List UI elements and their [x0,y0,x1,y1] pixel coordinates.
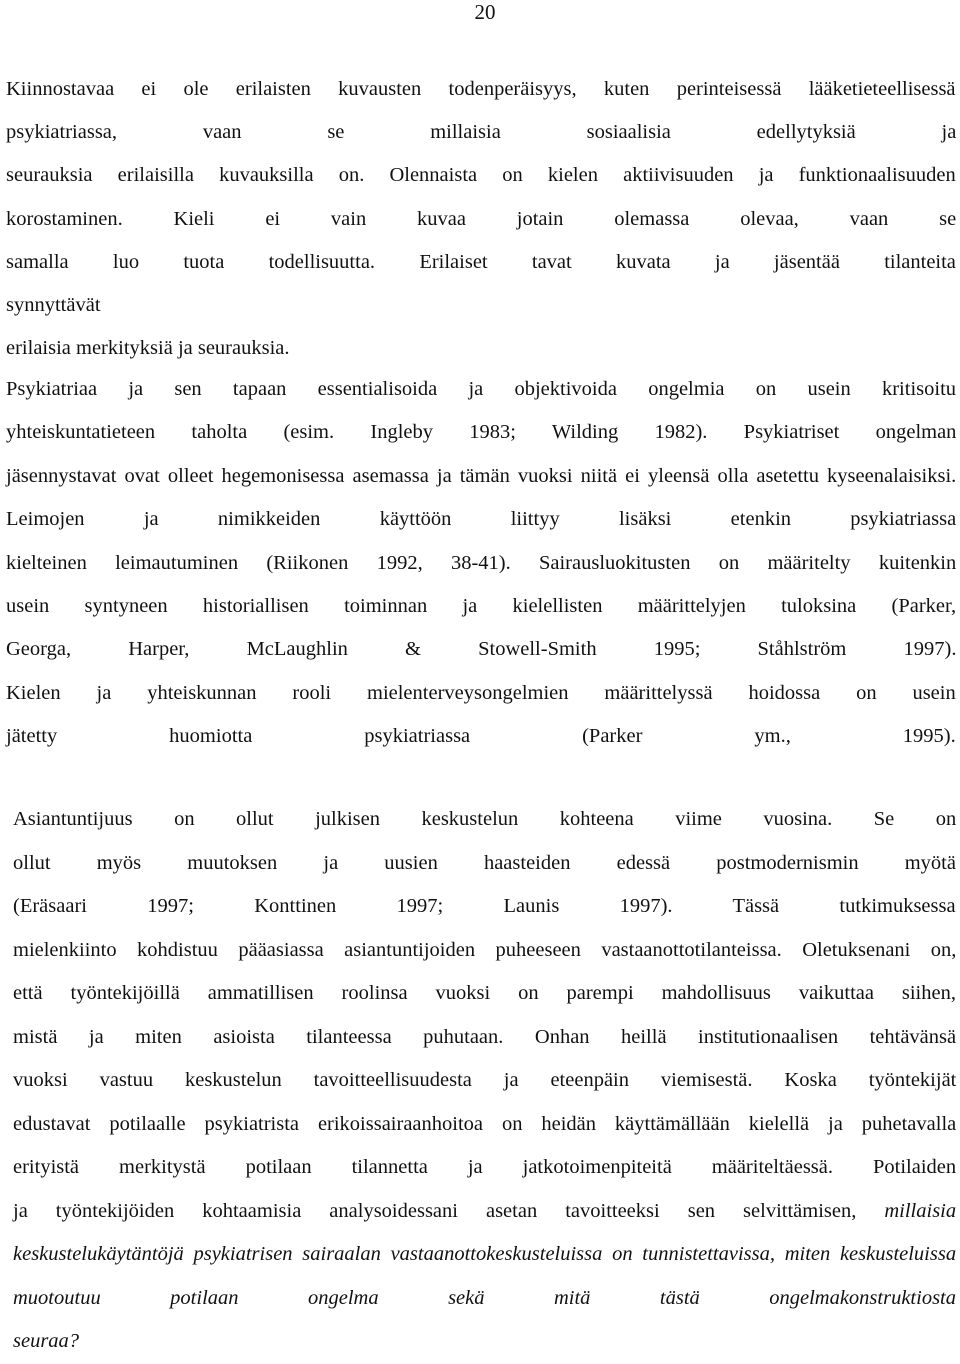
paragraph-3 [13,798,956,1364]
text-line: samalla luo tuota todellisuutta. Erilaiset tavat kuvata ja jäsentää tilanteita [6,250,956,273]
text-line: Kiinnostavaa ei ole erilaisten kuvausten todenperäisyys, kuten perinteisessä lääketieteellisessä [6,78,956,100]
text-line: keskustelukäytäntöjä psykiatrisen sairaalan vastaanottokeskusteluissa on tunnistettavissa, miten keskusteluissa [13,1243,957,1265]
text-line: että työntekijöillä ammatillisen roolinsa vuoksi on parempi mahdollisuus vaikuttaa siihen, [13,982,956,1004]
text-line: Georga, Harper, McLaughlin & Stowell-Smith 1995; Ståhlström 1997). [6,638,957,661]
text-line: Leimojen ja nimikkeiden käyttöön liittyy lisäksi etenkin psykiatriassa [6,508,957,531]
page-number: 20 [474,0,496,24]
text-line: jäsennystavat ovat olleet hegemonisessa asemassa ja tämän vuoksi niitä ei yleensä olla asetettu kyseenalaisiksi. [6,464,957,487]
paragraph-2 [6,368,956,759]
text-line: seurauksia erilaisilla kuvauksilla on. Olennaista on kielen aktiivisuuden ja funktionaalisuuden [6,164,956,187]
text-line: usein syntyneen historiallisen toiminnan ja kielellisten määrittelyjen tuloksina (Parker, [6,595,957,618]
text-line: (Eräsaari 1997; Konttinen 1997; Launis 1997). Tässä tutkimuksessa [13,895,956,917]
text-line: erityistä merkitystä potilaan tilannetta ja jatkotoimenpiteitä määriteltäessä. Potilaiden [13,1156,957,1178]
text-line: yhteiskuntatieteen taholta (esim. Ingleby 1983; Wilding 1982). Psykiatriset ongelman [6,421,957,444]
paragraph-1 [6,68,956,370]
text-line: psykiatriassa, vaan se millaisia sosiaalisia edellytyksiä ja [6,121,957,144]
text-line: kielteinen leimautuminen (Riikonen 1992, 38-41). Sairausluokitusten on määritelty kuitenkin [6,551,957,574]
text-line: mielenkiinto kohdistuu pääasiassa asiantuntijoiden puheeseen vastaanottotilanteissa. Oletuksenani on, [13,938,957,961]
text-line: jätetty huomiotta psykiatriassa (Parker ym., 1995). [6,725,956,748]
text-line: Psykiatriaa ja sen tapaan essentialisoida ja objektivoida ongelmia on usein kritisoitu [6,378,957,400]
text-line: ja työntekijöiden kohtaamisia analysoidessani asetan tavoitteeksi sen selvittämisen, millaisia [13,1199,957,1222]
text-line: vuoksi vastuu keskustelun tavoitteellisuudesta ja eteenpäin viemisestä. Koska työntekijät [13,1069,957,1091]
text-line: edustavat potilaalle psykiatrista erikoissairaanhoitoa on heidän käyttämällään kielellä ja puhetavalla [13,1112,957,1135]
text-line: muotoutuu potilaan ongelma sekä mitä tästä ongelmakonstruktiosta [13,1286,956,1309]
text-line: synnyttävät [6,294,101,317]
text-line: Kielen ja yhteiskunnan rooli mielenterveysongelmien määrittelyssä hoidossa on usein [6,681,956,704]
text-line: seuraa? [13,1330,80,1352]
text-line: erilaisia merkityksiä ja seurauksia. [6,337,290,360]
text-line: korostaminen. Kieli ei vain kuvaa jotain olemassa olevaa, vaan se [6,207,957,230]
text-line: Asiantuntijuus on ollut julkisen keskustelun kohteena viime vuosina. Se on [13,808,957,830]
text-line: mistä ja miten asioista tilanteessa puhutaan. Onhan heillä institutionaalisen tehtävänsä [13,1025,957,1048]
text-line: ollut myös muutoksen ja uusien haasteiden edessä postmodernismin myötä [13,851,956,874]
